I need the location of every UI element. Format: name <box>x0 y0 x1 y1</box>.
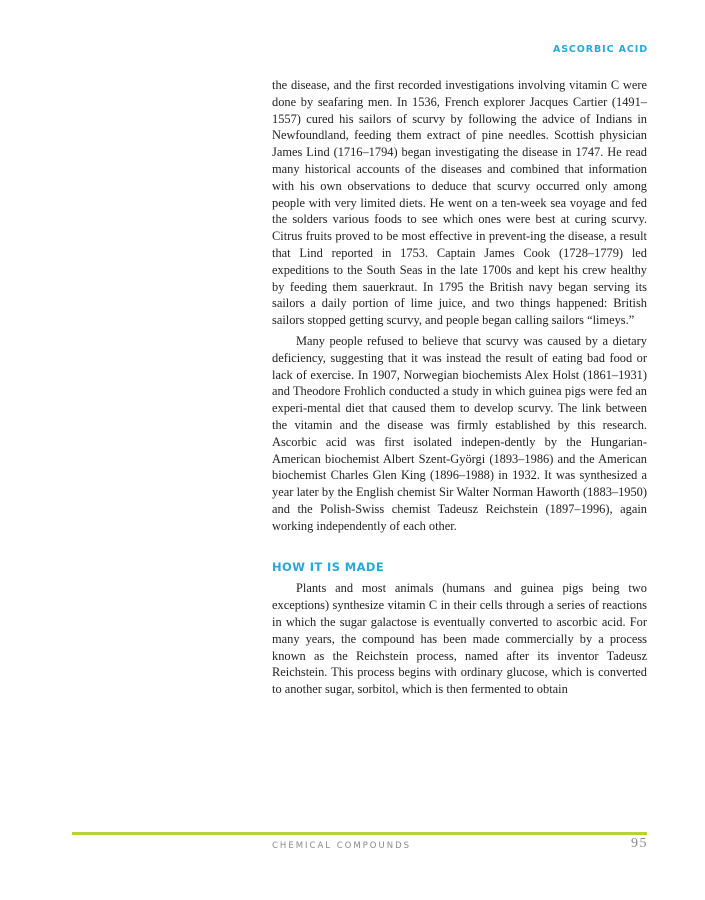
paragraph-how-it-is-made: Plants and most animals (humans and guinea pigs being two exceptions) synthesize vitamin C in their cells through a series of reactions in which the sugar galactose is eventually converted to ascorbic acid. For many years, the compound has been made commercially by a process known as the Reichstein process, named after its inventor Tadeusz Reichstein. This process begins with ordinary glucose, which is converted to another sugar, sorbitol, which is then fermented to obtain <box>272 581 647 697</box>
footer-book-title: CHEMICAL COMPOUNDS <box>272 841 412 851</box>
body-text-column <box>272 77 647 698</box>
page-number: 95 <box>631 836 648 851</box>
paragraph-research-history: Many people refused to believe that scurvy was caused by a dietary deficiency, suggesting that it was instead the result of eating bad food or lack of exercise. In 1907, Norwegian biochemists Alex Holst (1861–1931) and Theodore Frohlich conducted a study in which guinea pigs were fed an experi-mental diet that caused them to develop scurvy. The link between the vitamin and the disease was firmly established by this research. Ascorbic acid was first isolated indepen-dently by the Hungarian-American biochemist Albert Szent-Györgi (1893–1986) and the American biochemist Charles Glen King (1896–1988) in 1932. It was synthesized a year later by the English chemist Sir Walter Norman Haworth (1883–1950) and the Polish-Swiss chemist Tadeusz Reichstein (1897–1996), again working independently of each other. <box>272 333 647 533</box>
paragraph-continued-history: the disease, and the first recorded investigations involving vitamin C were done by seafaring men. In 1536, French explorer Jacques Cartier (1491–1557) cured his sailors of scurvy by following the advice of Indians in Newfoundland, feeding them extract of pine needles. Scottish physician James Lind (1716–1794) began investigating the disease in 1747. He read many historical accounts of the diseases and combined that information with his own observations to deduce that scurvy occurred only among people with very limited diets. He went on a ten-week sea voyage and fed the solders various foods to see which ones were best at curing scurvy. Citrus fruits proved to be most effective in prevent-ing the disease, a result that Lind reported in 1753. Captain James Cook (1728–1779) led expeditions to the South Seas in the late 1700s and kept his crew healthy by feeding them sauerkraut. In 1795 the British navy began serving its sailors a daily portion of lime juice, and two things happened: British sailors stopped getting scurvy, and people began calling sailors “limeys.” <box>272 78 647 328</box>
section-heading-how-it-is-made: HOW IT IS MADE <box>272 559 385 574</box>
running-head-title: ASCORBIC ACID <box>552 44 648 55</box>
footer-divider-rule <box>72 832 647 835</box>
